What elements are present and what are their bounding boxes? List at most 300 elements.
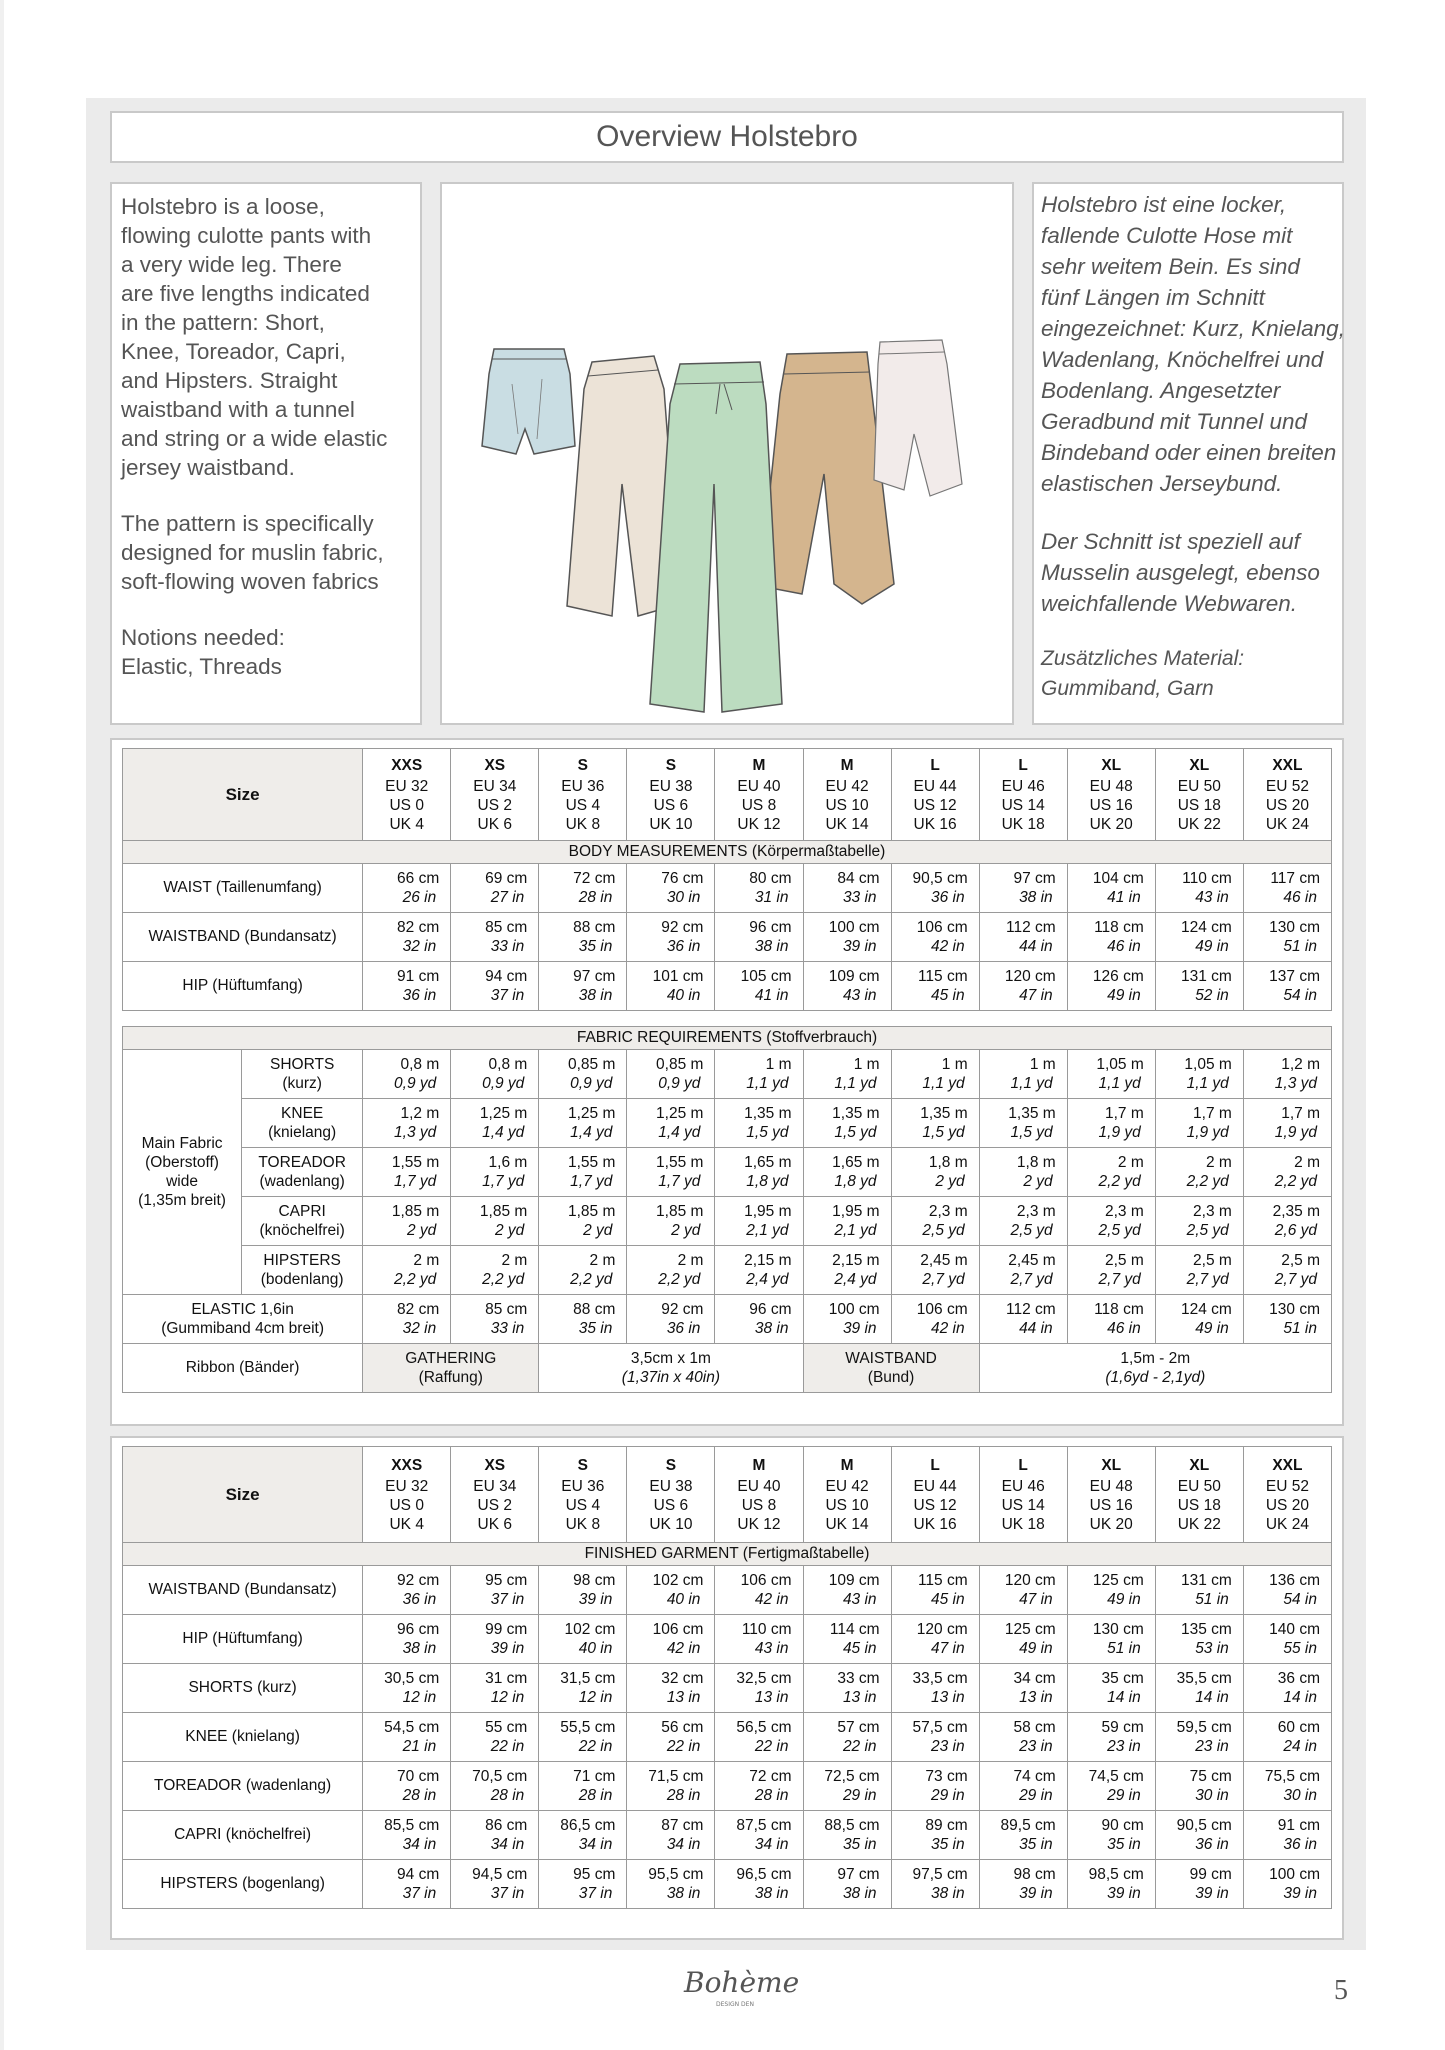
value-metric: 102 cm	[564, 1621, 616, 1638]
text-line: Notions needed:	[121, 625, 285, 650]
toreador-drawing	[874, 340, 962, 496]
size-uk: UK 24	[1265, 1516, 1309, 1533]
size-eu: EU 34	[473, 1478, 517, 1495]
value-cell	[891, 913, 979, 962]
value-imperial: 36 in	[931, 889, 965, 906]
value-cell	[891, 1099, 979, 1148]
value-cell	[891, 1050, 979, 1099]
size-letter: L	[1018, 1457, 1028, 1474]
value-cell	[539, 962, 627, 1011]
value-cell	[979, 1295, 1067, 1344]
main-fabric-label	[123, 1050, 242, 1295]
section-row	[123, 1543, 1332, 1566]
text-line: elastischen Jerseybund.	[1041, 471, 1283, 496]
size-fabric-table	[122, 748, 1332, 1393]
value-cell	[451, 1713, 539, 1762]
value-imperial: 2 yd	[1023, 1173, 1053, 1190]
length-name: SHORTS	[269, 1056, 335, 1073]
value-cell	[451, 1664, 539, 1713]
value-imperial: 34 in	[402, 1836, 437, 1853]
value-imperial: 46 in	[1107, 1320, 1141, 1337]
value-cell	[979, 1099, 1067, 1148]
value-metric: 2 m	[413, 1252, 440, 1269]
value-metric: 32,5 cm	[736, 1670, 792, 1687]
value-imperial: 1,7 yd	[394, 1173, 437, 1190]
value-metric: 85,5 cm	[384, 1817, 440, 1834]
value-imperial: 34 in	[666, 1836, 701, 1853]
value-metric: 34 cm	[1013, 1670, 1056, 1687]
value-metric: 2 m	[1205, 1154, 1232, 1171]
value-cell	[1067, 1762, 1155, 1811]
value-imperial: 28 in	[666, 1787, 701, 1804]
size-uk: UK 20	[1089, 1516, 1133, 1533]
value-cell	[627, 1664, 715, 1713]
value-imperial: 38 in	[754, 1885, 789, 1902]
size-uk: UK 12	[737, 816, 781, 833]
size-eu: EU 48	[1089, 778, 1133, 795]
value-metric: 106 cm	[916, 1301, 968, 1318]
size-column-header	[1243, 749, 1331, 841]
row-label: KNEE (knielang)	[123, 1713, 363, 1762]
value-metric: 1,25 m	[567, 1105, 616, 1122]
size-uk: UK 8	[565, 816, 601, 833]
value-imperial: 13 in	[754, 1689, 789, 1706]
value-cell	[1067, 1860, 1155, 1909]
value-cell	[1155, 864, 1243, 913]
value-imperial: 39 in	[1107, 1885, 1141, 1902]
value-cell	[1067, 1811, 1155, 1860]
value-cell	[715, 1050, 803, 1099]
value-metric: 106 cm	[652, 1621, 704, 1638]
size-letter: XS	[484, 757, 506, 774]
size-us: US 14	[1001, 1497, 1045, 1514]
value-cell	[451, 1197, 539, 1246]
value-imperial: 51 in	[1283, 938, 1317, 955]
value-imperial: 38 in	[1019, 889, 1053, 906]
value-imperial: 39 in	[1019, 1885, 1053, 1902]
text-line: and string or a wide elastic	[121, 426, 388, 451]
value-metric: 2,15 m	[832, 1252, 880, 1269]
value-cell	[715, 1566, 803, 1615]
value-imperial: 29 in	[931, 1787, 965, 1804]
value-metric: 101 cm	[652, 968, 704, 985]
value-cell	[715, 1197, 803, 1246]
value-imperial: 2 yd	[935, 1173, 965, 1190]
value-imperial: 28 in	[578, 889, 613, 906]
value-imperial: 40 in	[578, 1640, 613, 1657]
value-imperial: 12 in	[402, 1689, 437, 1706]
value-imperial: 2,4 yd	[746, 1271, 789, 1288]
value-metric: 75 cm	[1189, 1768, 1232, 1785]
value-cell	[539, 1246, 627, 1295]
value-cell	[979, 1615, 1067, 1664]
value-cell	[891, 1615, 979, 1664]
value-imperial: 1,1 yd	[922, 1075, 965, 1092]
value-cell	[891, 1713, 979, 1762]
value-metric: 33 cm	[837, 1670, 880, 1687]
value-imperial: 2,7 yd	[1186, 1271, 1229, 1288]
value-cell	[715, 1762, 803, 1811]
value-metric: 1,55 m	[391, 1154, 440, 1171]
value-metric: 130 cm	[1269, 1301, 1320, 1318]
value-imperial: 12 in	[578, 1689, 613, 1706]
value-imperial: 32 in	[402, 938, 437, 955]
value-metric: 95 cm	[573, 1866, 616, 1883]
value-cell	[1243, 1246, 1331, 1295]
size-us: US 8	[741, 797, 777, 814]
value-metric: 1,85 m	[656, 1203, 704, 1220]
value-imperial: 1,9 yd	[1274, 1124, 1317, 1141]
gathering-name: GATHERING	[405, 1350, 497, 1367]
intro-english	[110, 182, 422, 725]
size-uk: UK 22	[1177, 816, 1221, 833]
value-imperial: 47 in	[931, 1640, 965, 1657]
value-metric: 1,25 m	[479, 1105, 528, 1122]
value-metric: 2 m	[677, 1252, 704, 1269]
value-imperial: 2,2 yd	[1274, 1173, 1317, 1190]
value-cell	[1067, 1566, 1155, 1615]
value-metric: 54,5 cm	[384, 1719, 440, 1736]
value-metric: 126 cm	[1092, 968, 1144, 985]
value-cell	[1067, 962, 1155, 1011]
value-cell	[1155, 1811, 1243, 1860]
body-measure-row	[123, 962, 1332, 1011]
length-name: TOREADOR	[258, 1154, 346, 1171]
value-metric: 120 cm	[916, 1621, 968, 1638]
value-imperial: 23 in	[1195, 1738, 1229, 1755]
value-imperial: 22 in	[754, 1738, 789, 1755]
value-imperial: 37 in	[402, 1885, 437, 1902]
value-metric: 35,5 cm	[1176, 1670, 1232, 1687]
value-imperial: 22 in	[578, 1738, 613, 1755]
value-imperial: 1,3 yd	[394, 1124, 437, 1141]
value-imperial: 43 in	[842, 987, 877, 1004]
value-cell	[803, 1246, 891, 1295]
value-cell	[1243, 864, 1331, 913]
value-imperial: 42 in	[666, 1640, 701, 1657]
value-imperial: 1,1 yd	[1186, 1075, 1229, 1092]
text-line: fallende Culotte Hose mit	[1041, 223, 1293, 248]
value-imperial: 13 in	[1019, 1689, 1053, 1706]
finished-row	[123, 1811, 1332, 1860]
value-cell	[1067, 1615, 1155, 1664]
value-cell	[539, 1148, 627, 1197]
gathering-label	[363, 1344, 539, 1393]
value-metric: 1,05 m	[1096, 1056, 1144, 1073]
value-cell	[891, 864, 979, 913]
value-cell	[1067, 1246, 1155, 1295]
size-us: US 10	[825, 1497, 869, 1514]
value-metric: 72 cm	[573, 870, 616, 887]
elastic-name-de: (Gummiband 4cm breit)	[161, 1320, 324, 1337]
value-imperial: 2,2 yd	[482, 1271, 525, 1288]
value-cell	[803, 1099, 891, 1148]
value-metric: 1 m	[765, 1056, 792, 1073]
value-metric: 114 cm	[829, 1621, 880, 1638]
value-imperial: 36 in	[1283, 1836, 1317, 1853]
value-cell	[451, 1246, 539, 1295]
size-letter: XXL	[1272, 1457, 1303, 1474]
size-us: US 0	[389, 797, 424, 814]
value-metric: 118 cm	[1094, 919, 1144, 936]
value-imperial: 30 in	[1283, 1787, 1317, 1804]
text-line: Knee, Toreador, Capri,	[121, 339, 346, 364]
size-eu: EU 42	[825, 1478, 869, 1495]
value-imperial: 2,1 yd	[746, 1222, 789, 1239]
value-metric: 97,5 cm	[912, 1866, 968, 1883]
value-cell	[979, 1860, 1067, 1909]
value-metric: 120 cm	[1004, 1572, 1056, 1589]
value-metric: 90,5 cm	[1176, 1817, 1232, 1834]
value-cell	[891, 1860, 979, 1909]
size-column-header	[363, 749, 451, 841]
size-uk: UK 6	[477, 1516, 513, 1533]
row-label: WAISTBAND (Bundansatz)	[123, 1566, 363, 1615]
value-metric: 1,05 m	[1184, 1056, 1232, 1073]
value-cell	[1243, 1664, 1331, 1713]
value-metric: 100 cm	[828, 1301, 880, 1318]
value-imperial: 29 in	[1107, 1787, 1141, 1804]
body-measure-row	[123, 913, 1332, 962]
value-imperial: 1,8 yd	[746, 1173, 789, 1190]
value-cell	[627, 913, 715, 962]
length-name: CAPRI	[278, 1203, 326, 1220]
size-uk: UK 20	[1089, 816, 1133, 833]
value-imperial: 39 in	[842, 1320, 877, 1337]
value-cell	[539, 1860, 627, 1909]
value-imperial: 2 yd	[406, 1222, 437, 1239]
finished-row	[123, 1566, 1332, 1615]
size-uk: UK 12	[737, 1516, 781, 1533]
value-metric: 125 cm	[1092, 1572, 1144, 1589]
value-metric: 90 cm	[1101, 1817, 1144, 1834]
value-metric: 1 m	[853, 1056, 880, 1073]
size-letter: L	[1018, 757, 1028, 774]
value-cell	[627, 1246, 715, 1295]
value-cell	[891, 1295, 979, 1344]
text-line: Gummiband, Garn	[1041, 677, 1214, 700]
value-cell	[979, 1197, 1067, 1246]
value-imperial: 28 in	[402, 1787, 437, 1804]
value-imperial: 51 in	[1107, 1640, 1141, 1657]
size-uk: UK 4	[389, 816, 424, 833]
value-cell	[1243, 1811, 1331, 1860]
value-metric: 94 cm	[485, 968, 528, 985]
size-eu: EU 52	[1265, 1478, 1309, 1495]
value-metric: 33,5 cm	[912, 1670, 968, 1687]
value-imperial: 30 in	[666, 889, 701, 906]
value-imperial: 35 in	[1107, 1836, 1141, 1853]
intro-en-p3	[121, 623, 411, 681]
body-measure-row	[123, 864, 1332, 913]
value-metric: 74 cm	[1013, 1768, 1056, 1785]
size-letter: S	[665, 757, 677, 774]
value-metric: 84 cm	[837, 870, 880, 887]
value-cell	[1243, 1050, 1331, 1099]
size-column-header	[627, 749, 715, 841]
value-metric: 88 cm	[573, 919, 616, 936]
value-imperial: 22 in	[666, 1738, 701, 1755]
gathering-value	[539, 1344, 803, 1393]
value-cell	[803, 1664, 891, 1713]
value-cell	[715, 1246, 803, 1295]
value-imperial: 39 in	[1283, 1885, 1317, 1902]
value-cell	[627, 1148, 715, 1197]
page-title: Overview Holstebro	[110, 111, 1344, 163]
value-metric: 2,3 m	[928, 1203, 968, 1220]
value-imperial: 46 in	[1283, 889, 1317, 906]
value-cell	[363, 1099, 451, 1148]
value-metric: 1,7 m	[1281, 1105, 1320, 1122]
size-column-header	[979, 749, 1067, 841]
value-imperial: 35 in	[842, 1836, 877, 1853]
value-imperial: 35 in	[578, 938, 613, 955]
value-metric: 98,5 cm	[1088, 1866, 1144, 1883]
value-cell	[715, 1099, 803, 1148]
value-cell	[1155, 1197, 1243, 1246]
value-imperial: 1,4 yd	[658, 1124, 701, 1141]
value-imperial: 2 yd	[583, 1222, 613, 1239]
value-imperial: 33 in	[490, 938, 525, 955]
value-cell	[539, 1566, 627, 1615]
value-cell	[1243, 1295, 1331, 1344]
text-line: Der Schnitt ist speziell auf	[1041, 529, 1300, 554]
spacer	[123, 1011, 1332, 1027]
value-metric: 110 cm	[741, 1621, 792, 1638]
size-eu: EU 44	[913, 1478, 957, 1495]
value-cell	[539, 1615, 627, 1664]
intro-en-p1	[121, 192, 411, 482]
value-cell	[979, 1762, 1067, 1811]
size-us: US 2	[477, 1497, 513, 1514]
value-metric: 90,5 cm	[912, 870, 968, 887]
value-metric: 2,3 m	[1104, 1203, 1144, 1220]
value-cell	[627, 962, 715, 1011]
value-metric: 98 cm	[573, 1572, 616, 1589]
value-imperial: 1,5 yd	[746, 1124, 789, 1141]
value-metric: 1 m	[1029, 1056, 1056, 1073]
value-imperial: 54 in	[1283, 1591, 1317, 1608]
row-label: HIPSTERS (bogenlang)	[123, 1860, 363, 1909]
value-imperial: 38 in	[842, 1885, 877, 1902]
value-cell	[1067, 1148, 1155, 1197]
value-metric: 72,5 cm	[824, 1768, 880, 1785]
value-cell	[979, 1148, 1067, 1197]
value-cell	[1067, 1713, 1155, 1762]
length-name: HIPSTERS	[263, 1252, 341, 1269]
value-imperial: 34 in	[578, 1836, 613, 1853]
value-metric: 110 cm	[1182, 870, 1232, 887]
size-uk: UK 10	[649, 816, 693, 833]
value-metric: 2,3 m	[1016, 1203, 1056, 1220]
value-cell	[979, 1713, 1067, 1762]
size-uk: UK 16	[913, 1516, 957, 1533]
value-metric: 74,5 cm	[1088, 1768, 1144, 1785]
value-metric: 92 cm	[661, 919, 704, 936]
value-metric: 130 cm	[1269, 919, 1320, 936]
value-imperial: 1,4 yd	[482, 1124, 525, 1141]
value-imperial: 34 in	[490, 1836, 525, 1853]
row-label: WAIST (Taillenumfang)	[123, 864, 363, 913]
waistband-imperial: (1,6yd - 2,1yd)	[1105, 1369, 1206, 1386]
value-cell	[363, 913, 451, 962]
value-metric: 2 m	[589, 1252, 616, 1269]
value-metric: 1,25 m	[656, 1105, 704, 1122]
value-metric: 1,8 m	[1016, 1154, 1056, 1171]
value-imperial: 21 in	[402, 1738, 437, 1755]
value-metric: 96,5 cm	[736, 1866, 792, 1883]
value-cell	[979, 1246, 1067, 1295]
text-line: eingezeichnet: Kurz, Knielang,	[1041, 316, 1345, 341]
value-cell	[627, 1566, 715, 1615]
value-imperial: 1,7 yd	[658, 1173, 701, 1190]
size-eu: EU 38	[649, 1478, 693, 1495]
text-line: Zusätzliches Material:	[1041, 647, 1245, 670]
value-imperial: 2,7 yd	[1098, 1271, 1141, 1288]
size-header-row	[123, 749, 1332, 841]
value-imperial: 43 in	[842, 1591, 877, 1608]
value-imperial: 30 in	[1195, 1787, 1229, 1804]
value-metric: 88 cm	[573, 1301, 616, 1318]
value-cell	[979, 913, 1067, 962]
value-metric: 125 cm	[1004, 1621, 1056, 1638]
waistband-ribbon-value	[979, 1344, 1331, 1393]
value-cell	[627, 1762, 715, 1811]
text-line: Bindeband oder einen breiten	[1041, 440, 1337, 465]
value-metric: 32 cm	[661, 1670, 704, 1687]
size-letter: M	[752, 1457, 766, 1474]
value-metric: 87,5 cm	[736, 1817, 792, 1834]
row-label: CAPRI (knöchelfrei)	[123, 1811, 363, 1860]
value-cell	[451, 1295, 539, 1344]
section-title: FINISHED GARMENT (Fertigmaßtabelle)	[123, 1543, 1332, 1566]
value-cell	[1155, 1713, 1243, 1762]
value-imperial: 0,9 yd	[570, 1075, 613, 1092]
value-metric: 55,5 cm	[560, 1719, 616, 1736]
value-imperial: 39 in	[842, 938, 877, 955]
value-cell	[715, 962, 803, 1011]
size-letter: XL	[1101, 1457, 1122, 1474]
value-imperial: 33 in	[842, 889, 877, 906]
value-cell	[891, 1566, 979, 1615]
size-eu: EU 52	[1265, 778, 1309, 795]
value-metric: 135 cm	[1180, 1621, 1232, 1638]
value-imperial: 13 in	[931, 1689, 965, 1706]
value-metric: 88,5 cm	[824, 1817, 880, 1834]
text-line: and Hipsters. Straight	[121, 368, 338, 393]
value-metric: 2 m	[501, 1252, 528, 1269]
value-cell	[1155, 1566, 1243, 1615]
elastic-label	[123, 1295, 363, 1344]
text-line: Holstebro ist eine locker,	[1041, 192, 1287, 217]
value-cell	[715, 913, 803, 962]
size-eu: EU 36	[561, 778, 605, 795]
size-label: Size	[123, 749, 363, 841]
value-imperial: 1,3 yd	[1274, 1075, 1317, 1092]
value-cell	[891, 1197, 979, 1246]
value-imperial: 55 in	[1283, 1640, 1317, 1657]
section-title: BODY MEASUREMENTS (Körpermaßtabelle)	[123, 841, 1332, 864]
length-name-de: (bodenlang)	[260, 1271, 344, 1288]
value-imperial: 28 in	[490, 1787, 525, 1804]
value-imperial: 24 in	[1283, 1738, 1317, 1755]
finished-row	[123, 1664, 1332, 1713]
value-metric: 1,8 m	[928, 1154, 968, 1171]
value-cell	[1243, 1148, 1331, 1197]
value-imperial: 38 in	[666, 1885, 701, 1902]
text-line: soft-flowing woven fabrics	[121, 569, 379, 594]
intro-de-p1	[1041, 189, 1345, 499]
